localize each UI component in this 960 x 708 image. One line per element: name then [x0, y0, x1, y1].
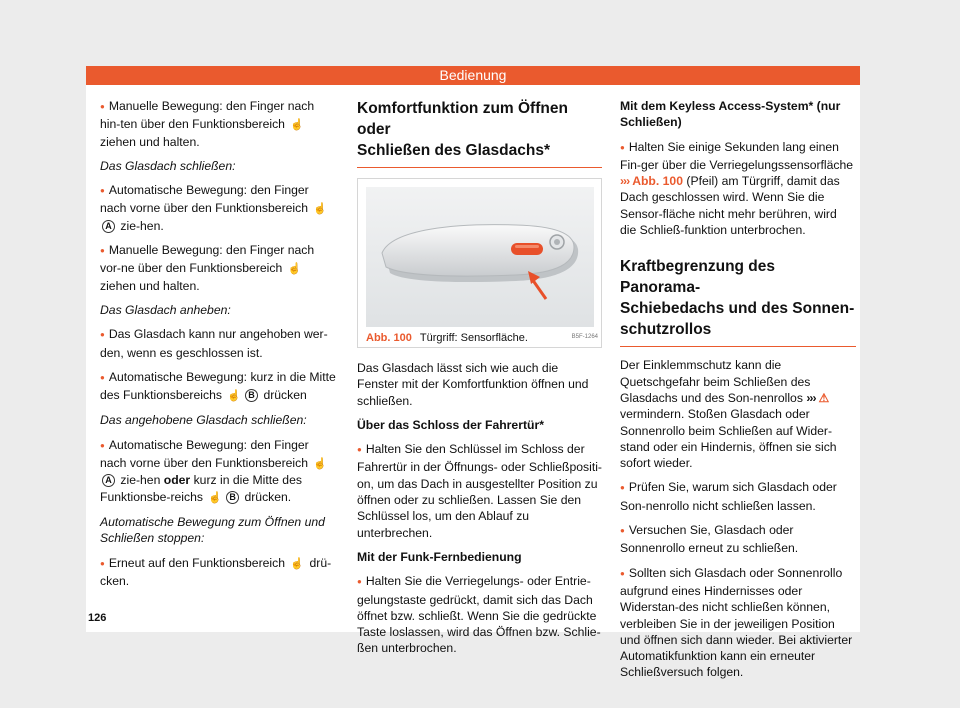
door-handle-illustration: [366, 187, 594, 327]
column-middle: [357, 98, 602, 665]
list-item: ● Automatische Bewegung: den Finger nach vorne über den Funktionsbereich ☝A zie-hen.: [100, 182, 336, 234]
column-left: [100, 98, 336, 597]
arrows-icon: ›››: [806, 390, 816, 405]
swipe-icon: ☝: [208, 491, 223, 504]
subheading: Automatische Bewegung zum Öffnen und Schließen stoppen:: [100, 514, 325, 546]
list-item: ● Erneut auf den Funktionsbereich ☝ drü-cken.: [100, 555, 336, 590]
subheading: Mit dem Keyless Access-System* (nur Schließen): [620, 99, 841, 130]
badge-b-icon: B: [245, 389, 258, 402]
list-item: ● Manuelle Bewegung: den Finger nach vor-ne über den Funktionsbereich ☝ ziehen und halten.: [100, 242, 336, 294]
door-handle-image: [366, 187, 594, 327]
list-item: ● Manuelle Bewegung: den Finger nach hin-ten über den Funktionsbereich ☝ ziehen und halten.: [100, 98, 336, 150]
badge-a-icon: A: [102, 474, 115, 487]
swipe-icon: ☝: [290, 557, 305, 570]
swipe-icon: ☝: [287, 263, 302, 276]
list-item: ● Das Glasdach kann nur angehoben wer-den, wenn es geschlossen ist.: [100, 326, 336, 361]
list-item: ● Prüfen Sie, warum sich Glasdach oder Son-nenrollo nicht schließen lassen.: [620, 479, 856, 514]
subheading: Das Glasdach schließen:: [100, 158, 236, 173]
swipe-icon: ☝: [313, 203, 328, 216]
list-item: ● Sollten sich Glasdach oder Sonnenrollo aufgrund eines Hindernisses oder Widerstan-des nicht schließen können, verbleiben Sie in der jeweiligen Position und öffnen sich dann wieder. Bei aktivierter Automatikfunktion kann ein erneuter Schließversuch folgen.: [620, 565, 856, 681]
page-number: 126: [88, 612, 107, 624]
swipe-icon: ☝: [313, 458, 328, 471]
swipe-icon: ☝: [290, 119, 305, 132]
section-title: Kraftbegrenzung des Panorama- Schiebedachs und des Sonnen- schutzrollos: [620, 256, 856, 347]
section-title: Komfortfunktion zum Öffnen oder Schließen des Glasdachs*: [357, 98, 602, 168]
subheading: Mit der Funk-Fernbedienung: [357, 549, 522, 564]
badge-a-icon: A: [102, 220, 115, 233]
paragraph: Das Glasdach lässt sich wie auch die Fenster mit der Komfortfunktion öffnen und schließen.: [357, 361, 589, 408]
swipe-icon: ☝: [227, 390, 242, 403]
figure-caption: Abb. 100 Türgriff: Sensorfläche.: [366, 332, 528, 344]
list-item: ● Halten Sie die Verriegelungs- oder Entrie-gelungstaste gedrückt, damit sich das Dach öffnet bzw. schließt. Wenn Sie die gedrückte Taste loslassen, wird das Öffnen bzw. Schlie-ßen unterbrochen.: [357, 573, 602, 656]
subheading: Das angehobene Glasdach schließen:: [100, 413, 307, 428]
subheading: Das Glasdach anheben:: [100, 302, 231, 317]
subheading: Über das Schloss der Fahrertür*: [357, 417, 544, 432]
figure-code: B5F-1264: [571, 333, 598, 340]
figure: [357, 178, 602, 348]
list-item: ● Halten Sie den Schlüssel im Schloss der Fahrertür in der Öffnungs- oder Schließpositi-on, um das Dach in ausgestellter Position zu öffnen oder zu schließen. Lassen Sie den Schlüssel los, um den Ablauf zu unterbrechen.: [357, 441, 602, 541]
badge-b-icon: B: [226, 491, 239, 504]
column-right: [620, 98, 856, 689]
manual-page: [86, 66, 860, 680]
paragraph: Der Einklemmschutz kann die Quetschgefahr beim Schließen des Glasdachs und des Son-nenrollos ››› ⚠ vermindern. Stoßen Glasdach oder Sonnenrollo beim Schließen auf Wider-stand oder ein Hindernis, öffnen sie sich sofort wieder.: [620, 358, 837, 471]
arrows-icon: ›››: [620, 174, 630, 189]
list-item: ● Automatische Bewegung: kurz in die Mitte des Funktionsbereichs ☝ B drücken: [100, 369, 336, 405]
page-header: Bedienung: [86, 66, 860, 85]
list-item: ● Halten Sie einige Sekunden lang einen Fin-ger über die Verriegelungssensorfläche ››› Abb. 100 (Pfeil) am Türgriff, damit das Dach geschlossen wird. Wenn Sie die Sensor-fläche nicht mehr berühren, wird die Schließ-funktion unterbrochen.: [620, 139, 856, 239]
list-item: ● Automatische Bewegung: den Finger nach vorne über den Funktionsbereich ☝A zie-hen oder kurz in die Mitte des Funktionsbe-reichs ☝ B drücken.: [100, 437, 336, 506]
warning-icon[interactable]: ⚠: [818, 390, 830, 405]
figure-reference-link[interactable]: Abb. 100: [632, 174, 683, 189]
list-item: ● Versuchen Sie, Glasdach oder Sonnenrollo erneut zu schließen.: [620, 522, 856, 557]
